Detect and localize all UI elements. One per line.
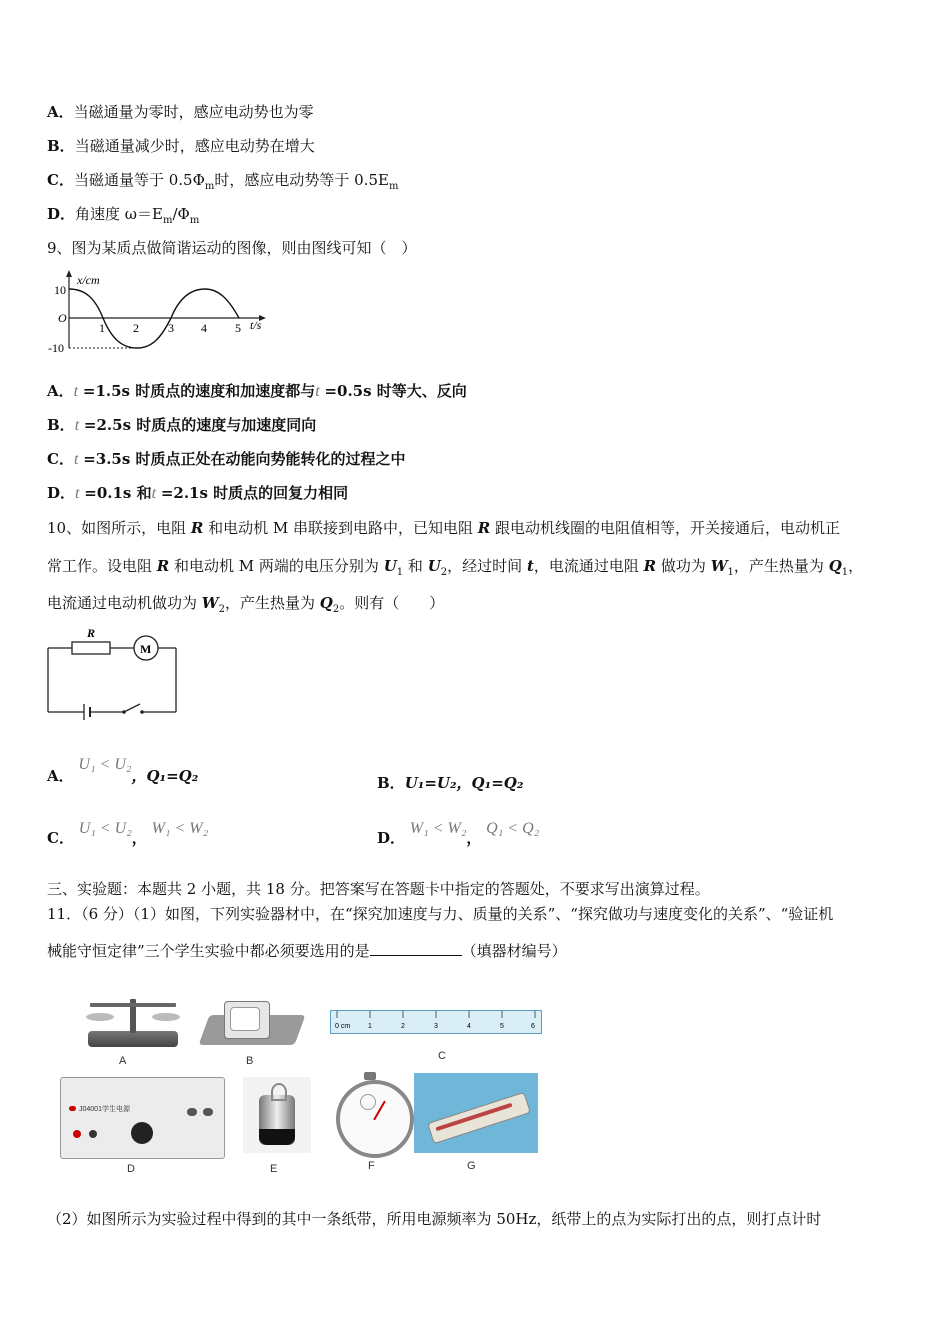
timer-image [200, 997, 304, 1051]
q9-option-a [47, 381, 467, 402]
x-tick-1: 1 [99, 321, 105, 335]
q10-stem-line3 [47, 593, 444, 620]
option-text: 当磁通量等于 0.5Φ [73, 171, 205, 189]
math-expression: Q₁ < Q₂ [486, 820, 540, 837]
q11-line1: 11．（6 分）（1）如图，下列实验器材中，在“探究加速度与力、质量的关系”、“探究做功与速度变化的关系”、“验证机 [47, 905, 834, 923]
time-symbol: t [73, 383, 79, 400]
q8-option-a [47, 102, 314, 122]
var-r: R [190, 519, 204, 537]
text: （填器材编号） [461, 942, 567, 960]
equipment-label-e: E [270, 1163, 278, 1175]
option-text: =1.5s 时质点的速度和加速度都与 [82, 382, 316, 400]
spring-scale-image [414, 1073, 538, 1153]
text: ， [848, 557, 864, 575]
x-axis-label: t/s [250, 318, 262, 332]
time-symbol: t [315, 383, 320, 400]
text: 电流通过电动机做功为 [47, 594, 202, 612]
subscript: 1 [396, 567, 404, 578]
resistor-symbol [72, 642, 110, 654]
subscript: 1 [841, 567, 849, 578]
option-text: =2.5s 时质点的速度与加速度同向 [83, 416, 317, 434]
ruler-image [330, 1010, 542, 1034]
option-text: =2.1s 时质点的回复力相同 [160, 484, 349, 502]
var-w: W [710, 557, 728, 575]
var-w: W [201, 594, 219, 612]
var-r: R [643, 557, 657, 575]
time-symbol: t [73, 451, 79, 468]
q10-option-c [47, 820, 209, 849]
equipment-label-d: D [127, 1163, 135, 1175]
option-letter: D． [47, 484, 76, 502]
option-letter: C． [47, 829, 74, 847]
text: 和电动机 M 串联接到电路中，已知电阻 [203, 519, 478, 537]
option-text: U₁=U₂，Q₁=Q₂ [404, 774, 524, 792]
var-u: U [427, 557, 441, 575]
x-tick-4: 4 [201, 321, 207, 335]
option-letter: A． [47, 382, 74, 400]
weight-image [243, 1077, 311, 1153]
option-text: =0.1s 和 [84, 484, 152, 502]
equipment-label-g: G [467, 1160, 476, 1172]
ruler-tick-0: 0 cm [335, 1023, 351, 1030]
q9-stem: 9、图为某质点做简谐运动的图像，则由图线可知（ ） [47, 239, 417, 257]
option-letter: D． [47, 205, 76, 223]
var-t: t [526, 557, 534, 575]
switch-symbol [124, 704, 140, 712]
y-tick-neg10: -10 [48, 341, 64, 355]
answer-blank[interactable] [370, 941, 462, 956]
text: 和电动机 M 两端的电压分别为 [169, 557, 384, 575]
var-q: Q [319, 594, 333, 612]
q8-option-b [47, 136, 315, 156]
text: 。则有（ ） [339, 594, 445, 612]
x-tick-5: 5 [235, 321, 241, 335]
math-expression: W₁ < W₂ [409, 820, 467, 837]
option-letter: C． [47, 171, 74, 189]
time-symbol: t [75, 485, 80, 502]
option-letter: A． [47, 767, 74, 785]
power-supply-image [60, 1077, 225, 1159]
q10-option-d [377, 820, 540, 849]
subscript: 1 [727, 567, 734, 578]
var-r: R [156, 557, 170, 575]
y-tick-10: 10 [54, 283, 66, 297]
text: 常工作。设电阻 [47, 557, 157, 575]
stopwatch-image [330, 1072, 412, 1154]
y-axis-label: x/cm [77, 273, 100, 287]
option-letter: A． [47, 103, 74, 121]
text: ，产生热量为 [733, 557, 829, 575]
x-tick-3: 3 [168, 321, 174, 335]
q11-part2: （2）如图所示为实验过程中得到的其中一条纸带，所用电源频率为 50Hz，纸带上的点为实际打出的点，则打点计时 [47, 1210, 822, 1228]
option-text: 角速度 ω＝E [75, 205, 163, 223]
equipment-label-f: F [368, 1160, 375, 1172]
text: ，电流通过电阻 [533, 557, 644, 575]
ruler-tick-4: 4 [467, 1023, 471, 1030]
subscript: 2 [440, 567, 448, 578]
subscript: m [162, 215, 173, 226]
subscript: m [189, 215, 200, 226]
math-expression: U₁ < U₂ [78, 820, 132, 837]
power-supply-title: J04001学生电源 [79, 1106, 130, 1113]
q9-option-d [47, 483, 348, 504]
x-tick-2: 2 [133, 321, 139, 335]
text: 做功为 [656, 557, 711, 575]
equipment-label-c: C [438, 1050, 446, 1062]
text: ，经过时间 [447, 557, 527, 575]
option-letter: D． [377, 829, 406, 847]
text: 10、如图所示，电阻 [47, 519, 191, 537]
motor-label: M [140, 642, 152, 656]
equipment-label-b: B [246, 1055, 254, 1067]
option-text: =0.5s 时等大、反向 [324, 382, 467, 400]
math-expression: W₁ < W₂ [151, 820, 209, 837]
text: 和 [403, 557, 428, 575]
ruler-tick-6: 6 [531, 1023, 535, 1030]
q9-option-c [47, 449, 406, 470]
text: ，产生热量为 [225, 594, 320, 612]
ruler-tick-1: 1 [368, 1023, 372, 1030]
option-text: ，Q₁=Q₂ [131, 767, 199, 785]
section-heading: 三、实验题：本题共 2 小题，共 18 分。把答案写在答题卡中指定的答题处，不要求写出演算过程。 [47, 880, 710, 898]
ruler-tick-5: 5 [500, 1023, 504, 1030]
option-letter: B． [47, 137, 75, 155]
subscript: m [204, 181, 215, 192]
ruler-tick-3: 3 [434, 1023, 438, 1030]
circuit-diagram [44, 622, 184, 722]
balance-scale-image [80, 993, 186, 1049]
time-symbol: t [151, 485, 157, 502]
origin-label: O [58, 311, 67, 325]
equipment-label-a: A [119, 1055, 127, 1067]
q8-option-d [47, 204, 199, 231]
separator: ， [131, 829, 147, 847]
time-symbol: t [74, 417, 80, 434]
q9-option-b [47, 415, 316, 436]
q10-option-b [377, 773, 523, 793]
option-text: /Φ [172, 205, 190, 223]
math-expression: U₁ < U₂ [78, 756, 132, 773]
option-text: =3.5s 时质点正处在动能向势能转化的过程之中 [83, 450, 406, 468]
resistor-label: R [87, 626, 96, 640]
q11-line2 [47, 941, 567, 961]
option-text: 时，感应电动势等于 0.5E [214, 171, 389, 189]
subscript: m [388, 181, 399, 192]
option-text: 当磁通量为零时，感应电动势也为零 [73, 103, 314, 121]
option-letter: C． [47, 450, 74, 468]
separator: ， [466, 829, 482, 847]
var-r: R [477, 519, 491, 537]
shm-graph [40, 268, 270, 360]
ruler-ticks [331, 1011, 541, 1033]
y-axis-arrow [66, 270, 72, 277]
q10-stem-line2 [47, 556, 863, 583]
option-letter: B． [377, 774, 405, 792]
text: 跟电动机线圈的电阻值相等，开关接通后，电动机正 [490, 519, 841, 537]
subscript: 2 [218, 604, 226, 615]
q10-option-a [47, 756, 199, 787]
subscript: 2 [332, 604, 340, 615]
var-u: U [383, 557, 397, 575]
q10-stem-line1 [47, 518, 840, 538]
q8-option-c [47, 170, 398, 197]
var-q: Q [828, 557, 842, 575]
ruler-tick-2: 2 [401, 1023, 405, 1030]
option-letter: B． [47, 416, 75, 434]
option-text: 当磁通量减少时，感应电动势在增大 [74, 137, 315, 155]
text: 械能守恒定律”三个学生实验中都必须要选用的是 [47, 942, 370, 960]
